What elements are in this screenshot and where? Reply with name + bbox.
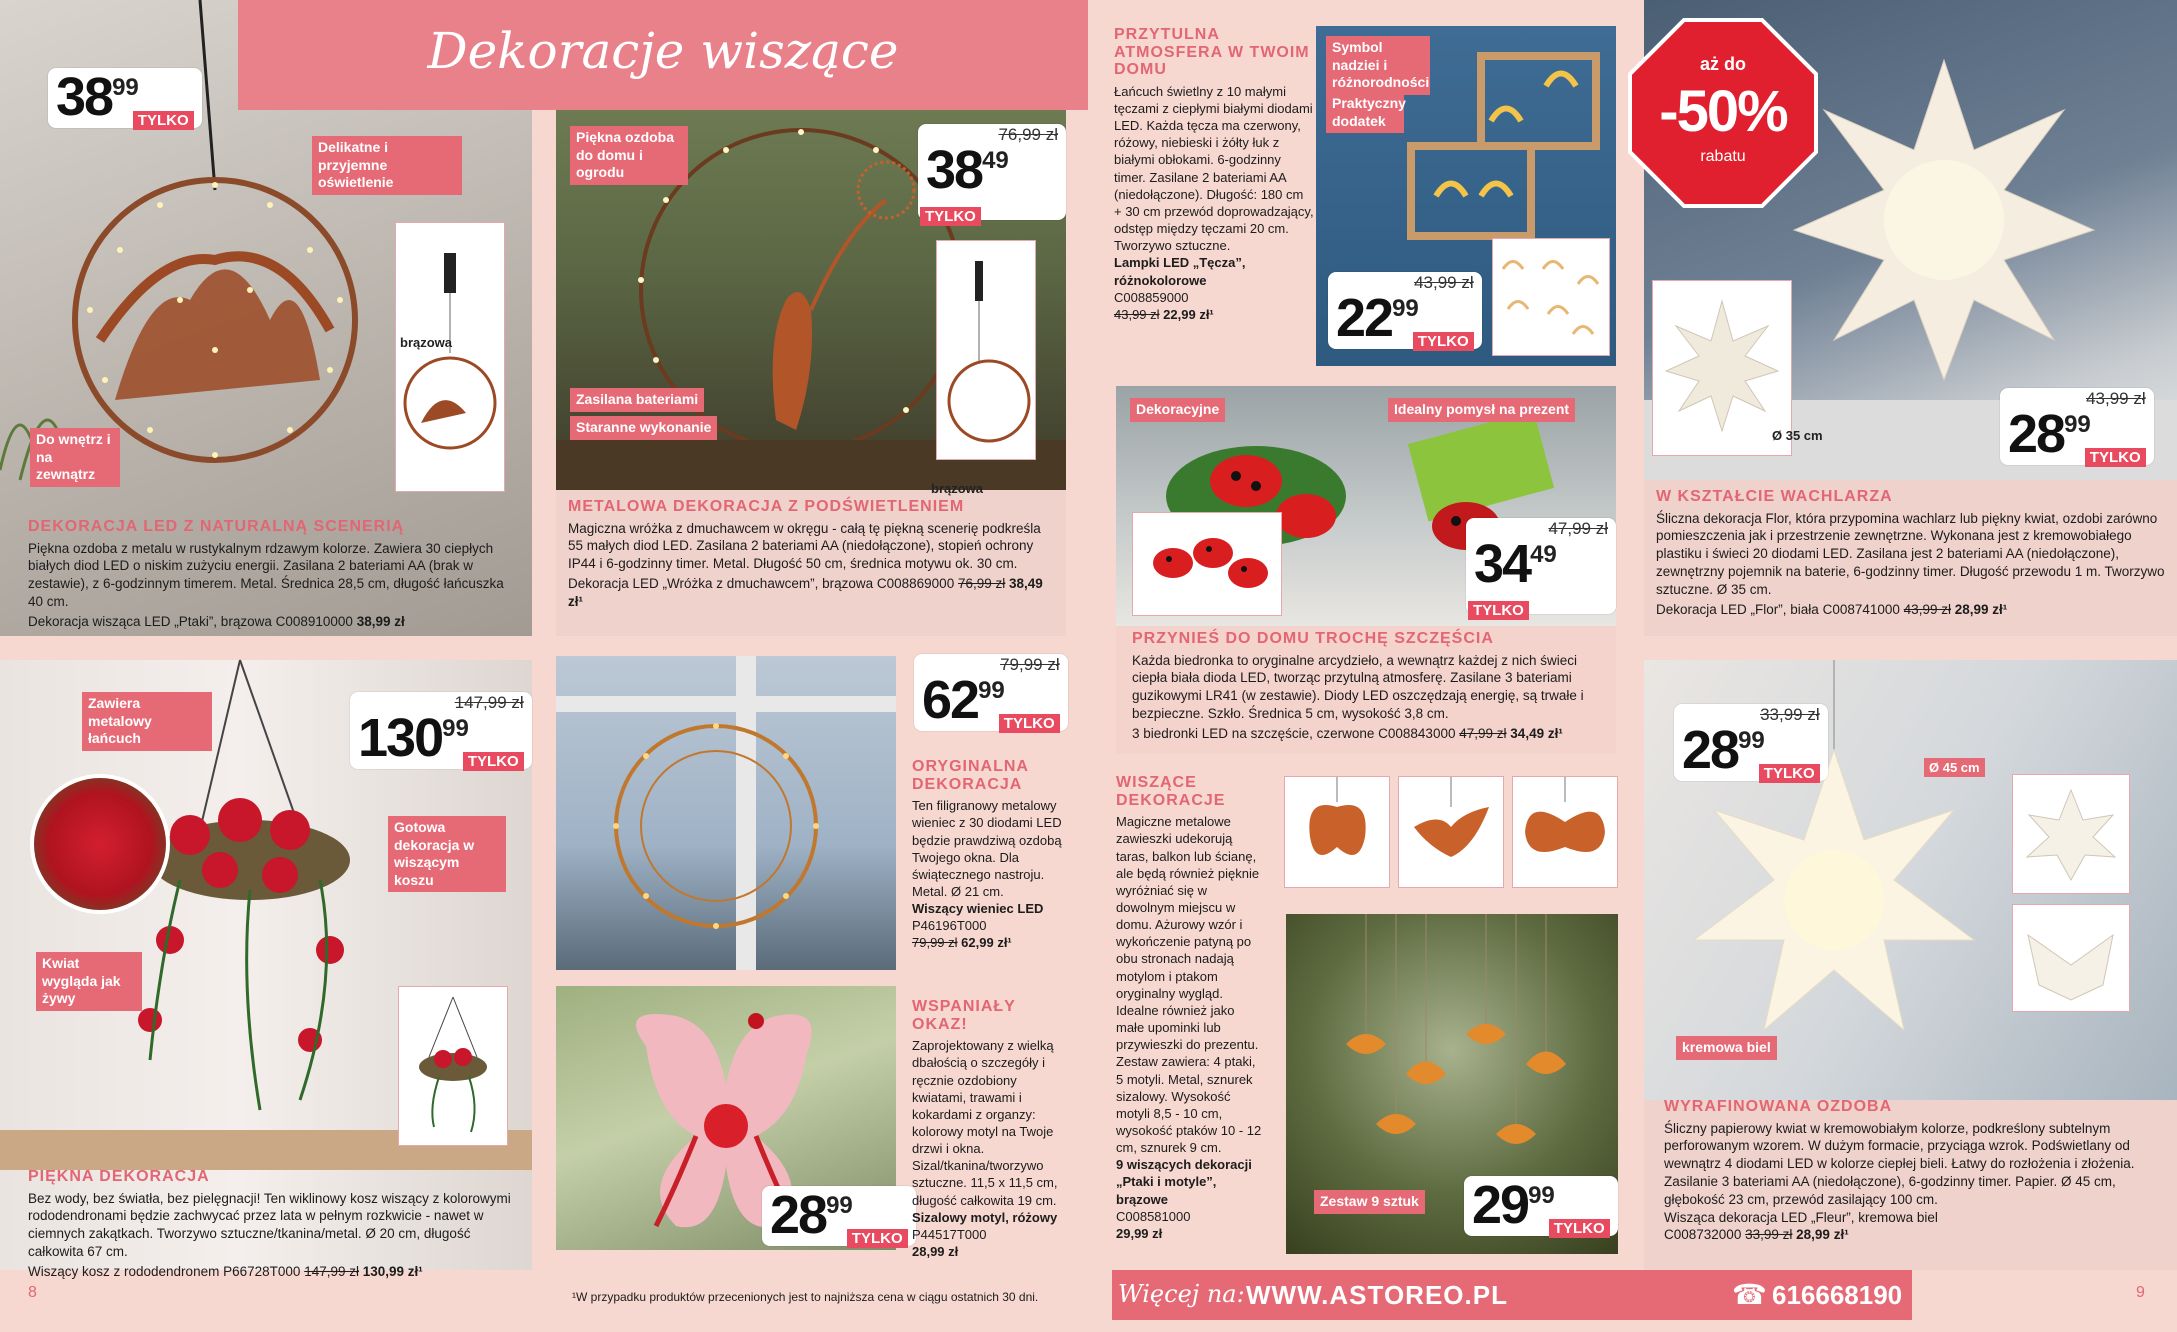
product-heading: METALOWA DEKORACJA Z PODŚWIETLENIEM [568,498,965,515]
product-line: Dekoracja LED „Wróżka z dmuchawcem”, brązowa C008869000 76,99 zł 38,49 zł¹ [568,576,1043,609]
product-heading: ORYGINALNA DEKORACJA [912,758,1029,793]
product-text [1114,26,1314,323]
product-heading: WSPANIAŁY OKAZ! [912,998,1016,1033]
product-price: 28,99 zł [912,1244,959,1260]
hanging-thumb-3 [1512,776,1618,888]
product-name: Sizalowy motyl, różowy [912,1209,1058,1225]
product-code: P46196T000 [912,918,987,934]
product-text [912,758,1072,952]
product-text [1664,1098,2164,1244]
flor-thumb [1652,280,1792,456]
product-heading: W KSZTAŁCIE WACHLARZA [1656,488,1893,505]
product-description: Śliczny papierowy kwiat w kremowobiałym kolorze, podkreślony subtelnym perforowanym wzorem. W dużym formacie, przyciąga wzrok. Podświetlany od wewnątrz 4 diodami LED w kolorze ciepłej bieli. Łatwy do rozłożenia i złożenia. Zasilanie 3 bateriami AA (niedołączone), 6-godzinny timer. Papier. Ø 45 cm, głębokość 23 cm, przewód zasilający 100 cm. [1664,1120,2135,1207]
feature-tag: Piękna ozdoba do domu i ogrodu [570,126,688,185]
flower-closeup [30,774,170,914]
feature-tag: Symbol nadziei i różnorodności [1326,36,1430,95]
price-badge: 47,99 zł 3449TYLKO [1466,518,1616,614]
feature-tag: Zawiera metalowy łańcuch [82,692,212,751]
product-heading: PRZYNIEŚ DO DOMU TROCHĘ SZCZĘŚCIA [1132,630,1494,647]
product-description: Piękna ozdoba z metalu w rustykalnym rdzawym kolorze. Zawiera 30 ciepłych białych diod LED o niskim zużyciu energii. Zasilana 2 bateriami AA (brak w zestawie), z 6-godzinnym timerem. Metal. Średnica 28,5 cm, długość łańcuszka 40 cm. [28,540,504,610]
product-text [912,998,1072,1260]
product-fairy [556,110,1066,636]
product-description: Magiczna wróżka z dmuchawcem w okręgu - całą tę piękną scenerię podkreśla 55 małych diod LED. Zasilana 2 bateriami AA (niedołączone), stopień ochrony IP44 i 6-godzinny timer. Metal. Długość 50 cm, średnica motywu ok. 30 cm. [568,520,1041,572]
product-line: 3 biedronki LED na szczęście, czerwone C008843000 47,99 zł 34,49 zł¹ [1132,725,1563,741]
price-footnote: ¹W przypadku produktów przecenionych jest to najniższa cena w ciągu ostatnich 30 dni. [572,1290,1039,1304]
page-number-left: 8 [28,1284,37,1301]
price-badge: 2899TYLKO [762,1186,916,1246]
product-description: Łańcuch świetlny z 10 małymi tęczami z ciepłymi białymi diodami LED. Każda tęcza ma czerwony, różowy, niebieski i żółty łuk z białymi obłokami. 6-godzinny timer. Zasilane 2 bateriami AA (niedołączone). Długość: 180 cm + 30 cm przewód doprowadzający, odstęp między tęczami 20 cm. Tworzywo sztuczne. [1114,83,1314,254]
product-description: Zaprojektowany z wielką dbałością o szczegóły i ręcznie ozdobiony kwiatami, trawami i kokardami z organzy: kolorowy motyl na Twoje drzwi i okna. Sizal/tkanina/tworzywo sztuczne. 11,5 x 11,5 cm, długość całkowita 19 cm. [912,1038,1058,1208]
product-price: 29,99 zł [1116,1225,1163,1241]
thumb-color-label: brązowa [931,481,984,496]
promo-badge [1628,18,1818,208]
feature-tag: Praktyczny dodatek [1326,92,1404,133]
product-line: Dekoracja wisząca LED „Ptaki”, brązowa C008910000 38,99 zł [28,613,405,629]
product-text [1116,774,1266,1242]
promo-prefix: aż do [1699,54,1746,74]
feature-tag: Zestaw 9 sztuk [1314,1190,1425,1214]
product-code: C008581000 [1116,1208,1191,1224]
promo-value: -50% [1659,79,1787,144]
led-birds-thumb [395,222,505,492]
basket-thumb [398,986,508,1146]
product-name: Wisząca dekoracja LED „Fleur”, kremowa biel [1664,1209,1938,1225]
product-heading: WYRAFINOWANA OZDOBA [1664,1098,1893,1115]
product-ladybugs [1116,386,1616,754]
price-badge: 33,99 zł 2899TYLKO [1674,704,1828,781]
feature-tag: Staranne wykonanie [570,416,717,440]
price-badge: 79,99 zł 6299TYLKO [914,654,1068,731]
product-name: Lampki LED „Tęcza”, różnokolorowe [1114,255,1246,288]
feature-tag: Dekoracyjne [1130,398,1225,422]
fleur-thumb-1 [2012,774,2130,894]
feature-tag: Gotowa dekoracja w wiszącym koszu [388,816,506,892]
fleur-size-label: Ø 45 cm [1924,758,1985,777]
flor-size-label: Ø 35 cm [1772,428,1823,443]
footer-band [1112,1270,1912,1320]
price-badge: 43,99 zł 2899TYLKO [2000,388,2154,465]
page-number-right: 9 [2136,1284,2145,1301]
product-prices: 79,99 zł 62,99 zł¹ [912,935,1012,951]
product-description: Każda biedronka to oryginalne arcydzieło, a wewnątrz każdej z nich świeci ciepła biała dioda LED, tworząc przytulną atmosferę. Zasilane 3 bateriami guzikowymi LR41 (w zestawie). Diody LED oszczędzają energię, są trwałe i bezpieczne. Szkło. Średnica 5 cm, wysokość 3,8 cm. [1132,652,1584,722]
product-name: 9 wiszących dekoracji „Ptaki i motyle”, brązowe [1116,1157,1252,1207]
price-badge: 2999TYLKO [1464,1176,1618,1236]
product-flower-basket [0,660,532,1279]
product-prices: 43,99 zł 22,99 zł¹ [1114,306,1214,322]
product-code: C008859000 [1114,289,1189,305]
fleur-thumb-2 [2012,904,2130,1012]
header-band [238,0,1088,110]
footer-phone: 616668190 [1772,1280,1903,1310]
page-title: Dekoracje wiszące [427,22,899,80]
feature-tag: Zasilana bateriami [570,388,704,412]
promo-suffix: rabatu [1700,148,1746,165]
feature-tag: Delikatne i przyjemne oświetlenie [312,136,462,195]
product-text [28,518,518,631]
product-line: Dekoracja LED „Flor”, biała C008741000 43,99 zł 28,99 zł¹ [1656,601,2008,617]
thumb-color-label: brązowa [400,335,453,350]
price-badge: 43,99 zł 2299TYLKO [1328,272,1482,349]
phone-icon: ☎ [1732,1279,1767,1310]
price-badge: 147,99 zł 13099TYLKO [350,692,532,769]
product-text [28,1168,528,1281]
product-fleur [1644,660,2177,1270]
price-badge: 76,99 zł 3849TYLKO [918,124,1066,220]
feature-tag: kremowa biel [1676,1036,1777,1060]
feature-tag: Kwiat wygląda jak żywy [36,952,142,1011]
product-heading: PIĘKNA DEKORACJA [28,1168,210,1185]
product-description: Bez wody, bez światła, bez pielęgnacji! Ten wiklinowy kosz wiszący z kolorowymi rododendronami będzie zachwycać przez lata w pełnym rozkwicie - nawet w ciemnych zakątkach. Tworzywo sztuczne/tkanina/metal. Ø 20 cm, długość całkowita 67 cm. [28,1190,511,1260]
product-heading: PRZYTULNA ATMOSFERA W TWOIM DOMU [1114,26,1310,79]
product-text [568,498,1058,611]
product-heading: DEKORACJA LED Z NATURALNĄ SCENERIĄ [28,518,405,535]
hanging-thumb-1 [1284,776,1390,888]
product-name: Wiszący wieniec LED [912,901,1044,917]
product-description: Śliczna dekoracja Flor, która przypomina wachlarz lub piękny kwiat, ozdobi zarówno pomieszczenia jak i przestrzenie zewnętrzne. Wykonana jest z kremowobiałego plastiku i świeci 20 diodami LED. Zasilana jest 2 bateriami AA (niedołączone), zewnętrzny pojemnik na baterie, 6-godzinny timer. Długość przewodu 1 m. Tworzywo sztuczne. Ø 35 cm. [1656,510,2165,597]
feature-tag: Do wnętrz i na zewnątrz [30,428,120,487]
product-description: Ten filigranowy metalowy wieniec z 30 diodami LED będzie prawdziwą ozdobą Twojego okna. Dla świątecznego nastroju. Metal. Ø 21 cm. [912,798,1062,899]
wreath-photo [556,656,896,970]
product-line: C008732000 33,99 zł 28,99 zł¹ [1664,1227,1849,1243]
product-line: Wiszący kosz z rododendronem P66728T000 147,99 zł 130,99 zł¹ [28,1263,423,1279]
price-badge: 3899TYLKO [48,68,202,128]
product-description: Magiczne metalowe zawieszki udekorują taras, balkon lub ścianę, ale będą również pięknie wyróżniać się w dowolnym miejscu w domu. Ażurowy wzór i wykończenie patyną po obu stronach nadają motylom i ptakom oryginalny wygląd. Idealne również jako małe upominki lub przywieszki do prezentu. Zestaw zawiera: 4 ptaki, 5 motyli. Metal, sznurek sizalowy. Wysokość motyli 8,5 - 10 cm, wysokość ptaków 10 - 12 cm, sznurek 9 cm. [1116,814,1262,1156]
product-text [1656,488,2166,618]
fairy-thumb [931,240,1036,496]
hanging-thumb-2 [1398,776,1504,888]
footer-url-link[interactable]: WWW.ASTOREO.PL [1246,1280,1508,1310]
footer-more-label: Więcej na: [1118,1280,1245,1308]
feature-tag: Idealny pomysł na prezent [1388,398,1575,422]
product-code: P44517T000 [912,1226,987,1242]
product-heading: WISZĄCE DEKORACJE [1116,774,1226,809]
rainbow-thumb [1492,238,1610,356]
ladybug-thumb [1132,512,1282,616]
product-text [1132,630,1610,743]
